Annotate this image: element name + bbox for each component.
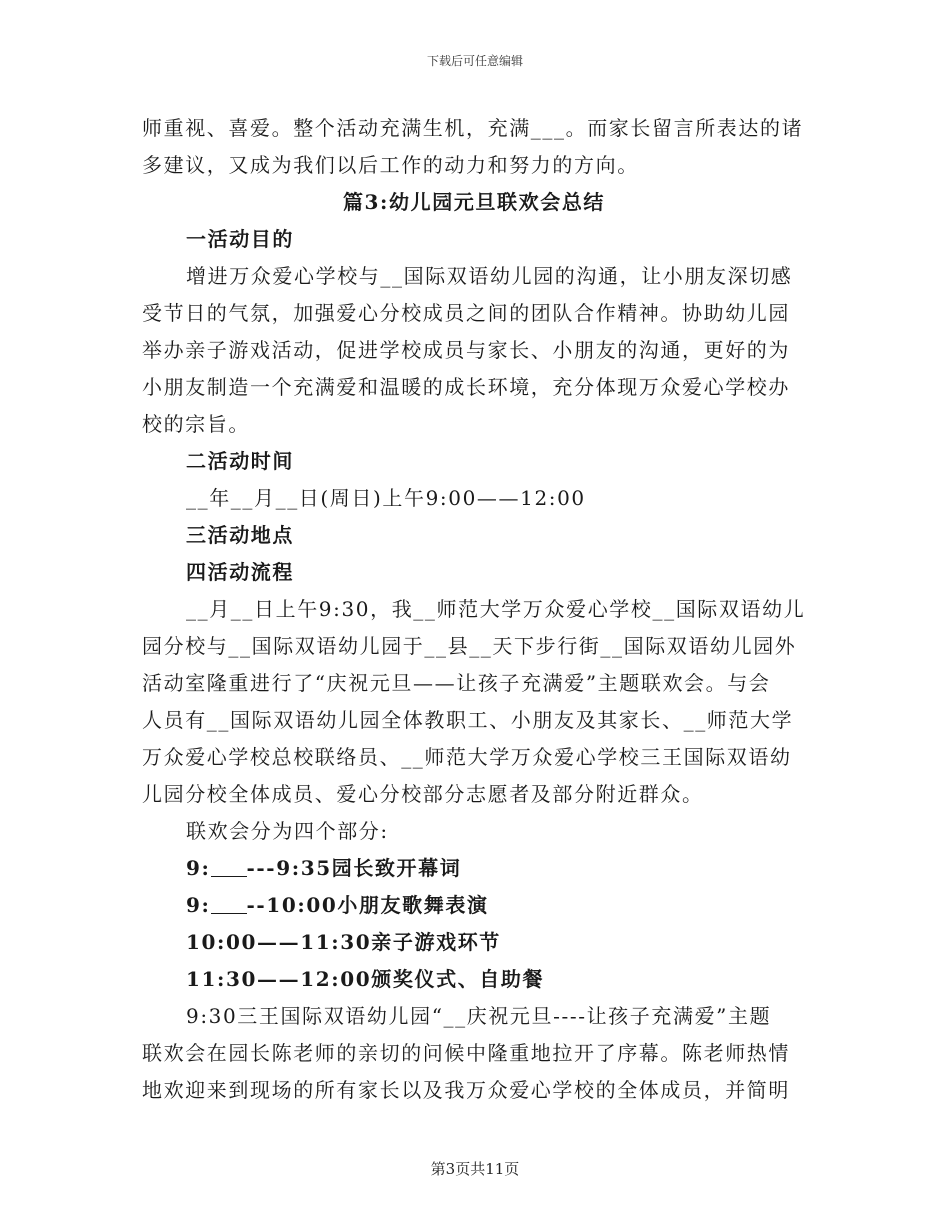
page-number: 第3页共11页 (430, 1160, 520, 1178)
schedule-item (142, 850, 806, 887)
heading-flow: 四活动流程 (186, 560, 294, 584)
paragraph-line: 儿园分校全体成员、爱心分校部分志愿者及部分附近群众。 (142, 782, 704, 806)
schedule-item (142, 887, 806, 924)
paragraph-line: 受节日的气氛，加强爱心分校成员之间的团队合作精神。协助幼儿园 (142, 301, 790, 325)
fill-blank (211, 858, 247, 877)
paragraph-line: 活动室隆重进行了“庆祝元旦——让孩子充满爱”主题联欢会。与会 (142, 671, 771, 695)
schedule-item: 10:00——11:30亲子游戏环节 (186, 930, 501, 954)
paragraph-line: 园分校与__国际双语幼儿园于__县__天下步行街__国际双语幼儿园外 (142, 634, 797, 658)
paragraph-line: 人员有__国际双语幼儿园全体教职工、小朋友及其家长、__师范大学 (142, 708, 794, 732)
page-header: 下载后可任意编辑 (426, 54, 523, 68)
heading-time: 二活动时间 (186, 449, 294, 473)
schedule-desc: 园长致开幕词 (331, 856, 462, 880)
schedule-desc: 小朋友歌舞表演 (337, 893, 489, 917)
document-body (142, 110, 806, 1109)
paragraph-line: 增进万众爱心学校与__国际双语幼儿园的沟通，让小朋友深切感 (186, 264, 793, 288)
heading-purpose: 一活动目的 (186, 227, 294, 251)
schedule-time-suffix: --10:00 (246, 893, 338, 917)
schedule-time-suffix: ---9:35 (246, 856, 332, 880)
paragraph-line: __月__日上午9:30，我__师范大学万众爱心学校__国际双语幼儿 (186, 597, 806, 621)
paragraph-line: 师重视、喜爱。整个活动充满生机，充满___。而家长留言所表达的诸 (142, 116, 804, 140)
paragraph-line: 校的宗旨。 (142, 412, 250, 436)
schedule-time-prefix: 9: (186, 856, 211, 880)
heading-location: 三活动地点 (186, 523, 294, 547)
paragraph-line: __年__月__日(周日)上午9:00——12:00 (186, 486, 586, 510)
paragraph-line: 万众爱心学校总校联络员、__师范大学万众爱心学校三王国际双语幼 (142, 745, 792, 769)
section-title: 篇3:幼儿园元旦联欢会总结 (342, 190, 606, 214)
paragraph-line: 地欢迎来到现场的所有家长以及我万众爱心学校的全体成员，并简明 (142, 1078, 790, 1102)
paragraph-line: 联欢会在园长陈老师的亲切的问候中隆重地拉开了序幕。陈老师热情 (142, 1041, 790, 1065)
parts-intro: 联欢会分为四个部分: (186, 819, 389, 843)
paragraph-line: 多建议，又成为我们以后工作的动力和努力的方向。 (142, 153, 639, 177)
schedule-item: 11:30——12:00颁奖仪式、自助餐 (186, 967, 545, 991)
paragraph-line: 9:30三王国际双语幼儿园“__庆祝元旦----让孩子充满爱”主题 (186, 1004, 772, 1028)
fill-blank (211, 895, 247, 914)
paragraph-line: 举办亲子游戏活动，促进学校成员与家长、小朋友的沟通，更好的为 (142, 338, 790, 362)
paragraph-line: 小朋友制造一个充满爱和温暖的成长环境，充分体现万众爱心学校办 (142, 375, 790, 399)
schedule-time-prefix: 9: (186, 893, 211, 917)
